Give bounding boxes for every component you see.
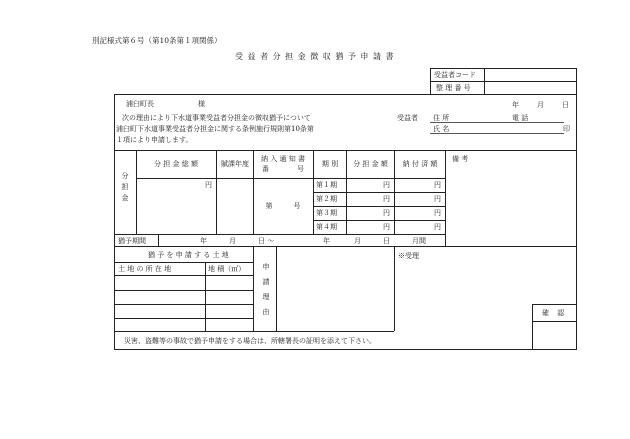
land-area-label: 地 積（㎡） [208,265,246,273]
date-day: 日 [562,101,569,109]
name-label: 氏 名 [433,125,450,133]
deferral-year2: 年 [323,237,330,245]
land-heading: 猶 予 を 申 請 す る 土 地 [148,251,229,259]
phone-label: 電 話 [512,114,529,122]
honorific: 様 [198,100,205,108]
total-yen: 円 [205,181,212,189]
amount-yen-3: 円 [383,209,390,217]
notice-number: 第 号 [265,202,301,210]
date-year: 年 [512,101,519,109]
received-label: ※受理 [398,252,419,260]
col-year: 賦課年度 [221,160,249,168]
form-number: 別記様式第６号（第10条第１項関係） [92,36,222,45]
period-1: 第１期 [316,181,337,189]
deferral-day2: 日 [383,237,390,245]
seal-mark: 印 [563,125,570,133]
amount-yen-1: 円 [383,181,390,189]
amount-yen-4: 円 [383,223,390,231]
deferral-months: 月間 [412,237,426,245]
col-notice-line2: 番 号 [262,165,304,173]
side-label: 分担金 [121,172,129,205]
beneficiary-code-label: 受益者コード [434,71,476,79]
address-label: 住 所 [433,114,450,122]
ref-number-label: 整 理 番 号 [436,84,471,92]
approval-label: 確 認 [542,309,568,317]
col-period: 期 別 [321,160,339,168]
deferral-month1: 月 [229,237,236,245]
period-4: 第４期 [316,223,337,231]
deferral-year1: 年 [200,237,207,245]
col-remarks: 備 考 [452,155,469,163]
deferral-month2: 月 [354,237,361,245]
addressee: 浦臼町長 [126,100,154,108]
deferral-day1: 日 ～ [258,237,275,245]
beneficiary-label: 受益者 [397,114,418,122]
note: 災害、盗難等の事故で猶予申請をする場合は、所轄署長の証明を添えて下さい。 [124,337,376,345]
col-notice-line1: 納 入 通 知 書 [261,155,305,163]
col-amount: 分 担 金 額 [353,160,388,168]
body-line2: 浦臼町下水道事業受益者分担金に関する条例施行規則第10条第 [116,125,314,133]
form-title: 受 益 者 分 担 金 徴 収 猶 予 申 請 書 [235,52,395,61]
reason-label: 申請理由 [262,263,270,323]
col-paid: 納 付 済 額 [402,160,438,168]
land-location-label: 土 地 の 所 在 地 [118,265,172,273]
paid-yen-2: 円 [434,195,441,203]
body-line1: 次の理由により下水道事業受益者分担金の徴収猶予について [122,114,311,122]
period-2: 第２期 [316,195,337,203]
amount-yen-2: 円 [383,195,390,203]
paid-yen-3: 円 [434,209,441,217]
body-line3: １項により申請します。 [116,136,193,144]
period-3: 第３期 [316,209,337,217]
col-total: 分 担 金 総 額 [154,160,198,168]
paid-yen-4: 円 [434,223,441,231]
deferral-label: 猶予期間 [118,237,146,245]
paid-yen-1: 円 [434,181,441,189]
date-month: 月 [537,101,544,109]
